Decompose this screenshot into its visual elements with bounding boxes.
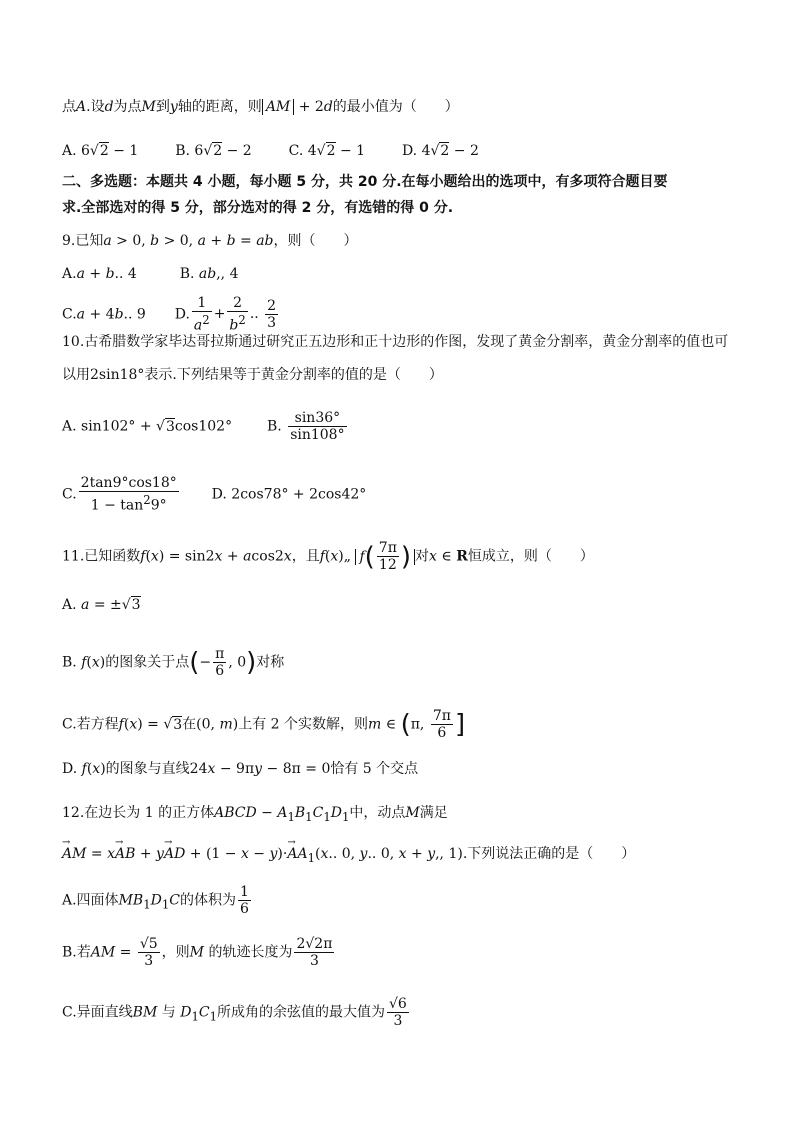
q12-text: .下列说法正确的是（ ） [462,846,636,862]
q12-text: B.若 [62,944,91,961]
q12-text: ，则 [161,944,190,961]
q12-option-c: C.异面直线BM 与 $D_1C_1$所成角的余弦值的最大值为 $\frac{√6}{3}$ [62,996,407,1029]
q8-text: .设 [86,99,105,115]
q8-option-c-label: C. [288,143,304,159]
q8-option-d: 4√2 − 2 [421,143,479,159]
q9-option-a: a + b.. 4 [76,266,137,282]
q9-stem: 9.已知a > 0, b > 0, a + b = ab，则（ ） [62,233,358,249]
q9-options-ab [62,265,238,283]
q9-text: 9.已知 [62,233,104,249]
q11-text: 恰有 5 个交点 [330,761,419,777]
q11-option-b: B. f(x)的图象关于点(− $\frac{\pi}{6}$ , 0)对称 [62,646,285,679]
q8-option-b-label: B. [175,143,190,159]
q10-option-b-label: B. [266,418,282,435]
q8-text: 为点 [113,99,142,115]
q12-text: 满足 [419,805,448,821]
q12-condition: → AM = x→ AB + y→ AD + $(1 - x - y)\cdot\to AA_1(x$.. 0, y.. 0, x + y,, 1).下列说法正确的是（ ） [62,845,635,867]
q12-text: 的体积为 [179,892,236,909]
q10-option-a: sin102° + √3cos102° [81,418,233,435]
q9-options-cd [62,295,280,334]
q8-text: 点 [62,99,76,115]
q8-option-a: 6√2 − 1 [81,143,139,159]
q11-option-d-label: D. [62,761,78,777]
q11-option-a-label: A. [62,597,77,613]
q11-text: ，且 [291,548,320,565]
q11-stem: 11.已知函数f(x) = sin2x + acos2x，且f(x)„ f( $\frac{7\pi}{12}$ ) 对x ∈ R恒成立，则（ ） [62,540,594,573]
q12-text: 的轨迹长度为 [208,944,293,961]
q12-text: 12.在边长为 1 的正方体 [62,805,215,821]
q11-text: 上有 2 个实数解，则 [238,716,369,733]
section2-heading-line2: 求.全部选对的得 5 分，部分选对的得 2 分，有选错的得 0 分. [62,200,454,216]
q10-text: 以用 [62,367,90,383]
q10-stem-line2: 以用2sin18°表示.下列结果等于黄金分割率的值的是（ ） [62,367,443,383]
q12-text: A.四面体 [62,892,119,909]
q9-option-b: ab,, 4 [198,266,239,282]
q10-option-b: $\frac{\sin 36^\circ}{\sin 108^\circ}$ [290,410,345,443]
q12-text: 中，动点 [349,805,406,821]
q8-option-a-label: A. [62,143,77,159]
q9-option-c-label: C. [62,306,77,323]
q10-options-ab [62,410,349,443]
q11-text: 的图象与直线 [105,761,190,777]
q11-option-b-label: B. [62,654,77,671]
q10-option-d: 2cos78° + 2cos42° [231,486,367,503]
q9-option-d: $\frac{1}{a^2}$ + $\frac{2}{b^2}$ .. $\frac{2}{3}$ [193,295,277,334]
q12-text: 所成角的余弦值的最大值为 [217,1004,385,1021]
q11-text: 在 [182,716,197,733]
q10-options-cd [62,475,366,514]
q10-option-d-label: D. [211,486,227,503]
q10-option-a-label: A. [62,418,77,435]
q12-option-b: B.若AM = $\frac{√5}{3}$ ，则M 的轨迹长度为 $\frac{2√2\pi}{3}$ [62,936,333,969]
q8-stem-line: 点A.设d为点M到y轴的距离，则 AM + 2d的最小值为（ ） [62,99,459,115]
q8-text: 到 [155,99,170,115]
q10-stem-line1: 10.古希腊数学家毕达哥拉斯通过研究正五边形和正十边形的作图，发现了黄金分割率，黄金分割率的值也可 [62,334,729,350]
q12-text: 与 [161,1004,176,1021]
q11-option-c: C.若方程f(x) = √3在(0, m)上有 2 个实数解，则m ∈ (π, $\frac{7\pi}{6}$ ] [62,708,466,741]
q10-option-c: $\frac{2\tan 9^\circ\cos 18^\circ}{1 - \tan^29^\circ}$ [80,475,177,514]
q11-text: 恒成立，则（ ） [467,548,594,565]
q8-text: 的最小值为（ ） [332,99,459,115]
q8-option-d-label: D. [401,143,418,159]
q11-option-a: A. a = ±√3 [62,597,141,613]
q9-option-a-label: A. [62,266,77,282]
q11-text: 的图象关于点 [105,654,190,671]
q11-text: 11.已知函数 [62,548,141,565]
q12-option-a: A.四面体$MB_1D_1C$的体积为 $\frac{1}{6}$ [62,884,249,917]
q12-text: C.异面直线 [62,1004,133,1021]
q10-text: 表示.下列结果等于黄金分割率的值的是（ ） [144,367,443,383]
q8-option-b: 6√2 − 2 [194,143,252,159]
q9-option-d-label: D. [174,306,190,323]
q8-option-c: 4√2 − 1 [307,143,366,159]
q8-options [62,142,479,160]
q11-text: 对 [415,548,430,565]
q9-text: ，则（ ） [273,233,358,249]
q9-option-c: a + 4b.. 9 [76,306,146,323]
q9-option-b-label: B. [179,266,195,282]
q10-option-c-label: C. [62,486,77,503]
q11-text: 对称 [256,654,285,671]
q12-stem: 12.在边长为 1 的正方体ABCD − $A_1B_1C_1D_1$中，动点M满足 [62,805,448,824]
q11-option-c-label: C.若方程 [62,716,119,733]
section2-heading-line1: 二、多选题：本题共 4 小题，每小题 5 分，共 20 分.在每小题给出的选项中，有多项符合题目要 [62,174,668,190]
q8-text: 轴的距离，则 [177,99,262,115]
q11-option-d: D. f(x)的图象与直线24x − 9πy − 8π = 0恰有 5 个交点 [62,761,419,777]
